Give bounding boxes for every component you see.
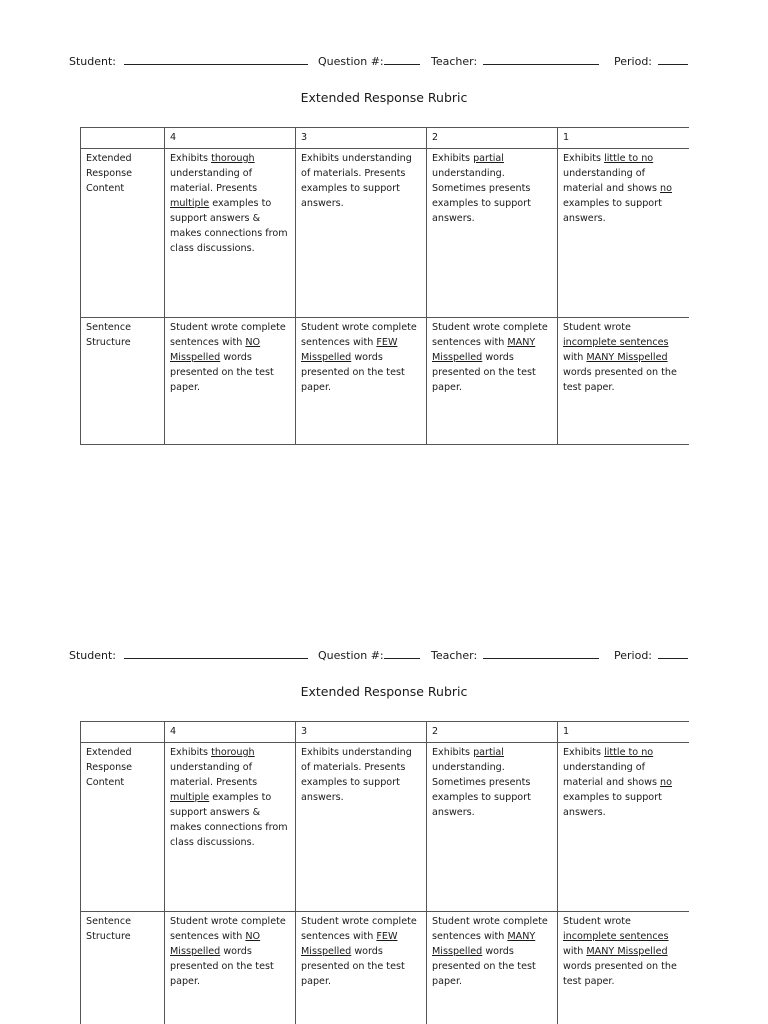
criteria-cell: Exhibits understanding of materials. Presents examples to support answers.	[296, 149, 427, 318]
rubric-row-content	[81, 743, 689, 912]
score-1-header: 1	[558, 722, 689, 743]
score-1-header: 1	[558, 128, 689, 149]
criteria-cell: Student wrote complete sentences with NO Misspelled words presented on the test paper.	[165, 912, 296, 1024]
emphasized-text: NO Misspelled	[170, 931, 261, 957]
criteria-cell: Student wrote complete sentences with MANY Misspelled words presented on the test paper.	[427, 318, 558, 445]
emphasized-text: no	[660, 183, 672, 194]
rubric-table	[80, 721, 689, 1024]
category-label: Extended Response Content	[81, 743, 165, 912]
period-blank[interactable]	[658, 647, 688, 659]
criteria-cell: Exhibits little to no understanding of material and shows no examples to support answers.	[558, 149, 689, 318]
period-label: Period:	[614, 649, 653, 662]
header-cell-empty	[81, 722, 165, 743]
teacher-blank[interactable]	[483, 647, 599, 659]
emphasized-text: thorough	[211, 153, 255, 164]
score-2-header: 2	[427, 128, 558, 149]
teacher-field	[431, 647, 599, 662]
criteria-cell: Student wrote incomplete sentences with MANY Misspelled words presented on the test paper.	[558, 318, 689, 445]
rubric-title: Extended Response Rubric	[300, 90, 468, 105]
criteria-cell: Exhibits partial understanding. Sometimes presents examples to support answers.	[427, 149, 558, 318]
emphasized-text: MANY Misspelled	[432, 337, 536, 363]
emphasized-text: partial	[473, 153, 504, 164]
teacher-field	[431, 53, 599, 68]
criteria-cell: Exhibits little to no understanding of material and shows no examples to support answers.	[558, 743, 689, 912]
student-label: Student:	[69, 55, 117, 68]
rubric-table	[80, 127, 689, 445]
period-blank[interactable]	[658, 53, 688, 65]
period-field	[614, 53, 688, 68]
criteria-cell: Student wrote complete sentences with MANY Misspelled words presented on the test paper.	[427, 912, 558, 1024]
question-field	[318, 53, 420, 68]
question-blank[interactable]	[384, 647, 420, 659]
category-label: Extended Response Content	[81, 149, 165, 318]
emphasized-text: multiple	[170, 198, 210, 209]
criteria-cell: Exhibits partial understanding. Sometimes presents examples to support answers.	[427, 743, 558, 912]
criteria-cell: Exhibits thorough understanding of material. Presents multiple examples to support answers & makes connections from class discussions.	[165, 149, 296, 318]
period-label: Period:	[614, 55, 653, 68]
header-cell-empty	[81, 128, 165, 149]
question-blank[interactable]	[384, 53, 420, 65]
student-field	[69, 647, 308, 662]
teacher-blank[interactable]	[483, 53, 599, 65]
question-label: Question #:	[318, 55, 384, 68]
criteria-cell: Exhibits understanding of materials. Presents examples to support answers.	[296, 743, 427, 912]
emphasized-text: MANY Misspelled	[586, 352, 668, 363]
period-field	[614, 647, 688, 662]
criteria-cell: Student wrote complete sentences with FEW Misspelled words presented on the test paper.	[296, 318, 427, 445]
student-label: Student:	[69, 649, 117, 662]
emphasized-text: NO Misspelled	[170, 337, 261, 363]
score-2-header: 2	[427, 722, 558, 743]
question-field	[318, 647, 420, 662]
student-blank[interactable]	[124, 647, 308, 659]
student-info-line	[69, 647, 689, 661]
score-header-row	[81, 722, 689, 743]
student-info-line	[69, 53, 689, 67]
category-label: Sentence Structure	[81, 912, 165, 1024]
score-3-header: 3	[296, 722, 427, 743]
rubric-row-structure	[81, 318, 689, 445]
emphasized-text: partial	[473, 747, 504, 758]
score-header-row	[81, 128, 689, 149]
emphasized-text: MANY Misspelled	[432, 931, 536, 957]
emphasized-text: thorough	[211, 747, 255, 758]
emphasized-text: incomplete sentences	[563, 337, 669, 348]
emphasized-text: multiple	[170, 792, 210, 803]
criteria-cell: Student wrote incomplete sentences with MANY Misspelled words presented on the test paper.	[558, 912, 689, 1024]
rubric-title: Extended Response Rubric	[300, 684, 468, 699]
question-label: Question #:	[318, 649, 384, 662]
emphasized-text: no	[660, 777, 672, 788]
teacher-label: Teacher:	[431, 55, 478, 68]
student-field	[69, 53, 308, 68]
score-4-header: 4	[165, 722, 296, 743]
teacher-label: Teacher:	[431, 649, 478, 662]
emphasized-text: incomplete sentences	[563, 931, 669, 942]
category-label: Sentence Structure	[81, 318, 165, 445]
criteria-cell: Student wrote complete sentences with NO Misspelled words presented on the test paper.	[165, 318, 296, 445]
score-4-header: 4	[165, 128, 296, 149]
student-blank[interactable]	[124, 53, 308, 65]
emphasized-text: FEW Misspelled	[301, 931, 398, 957]
emphasized-text: MANY Misspelled	[586, 946, 668, 957]
criteria-cell: Exhibits thorough understanding of material. Presents multiple examples to support answers & makes connections from class discussions.	[165, 743, 296, 912]
criteria-cell: Student wrote complete sentences with FEW Misspelled words presented on the test paper.	[296, 912, 427, 1024]
emphasized-text: little to no	[604, 153, 654, 164]
rubric-row-content	[81, 149, 689, 318]
emphasized-text: FEW Misspelled	[301, 337, 398, 363]
score-3-header: 3	[296, 128, 427, 149]
emphasized-text: little to no	[604, 747, 654, 758]
rubric-row-structure	[81, 912, 689, 1024]
